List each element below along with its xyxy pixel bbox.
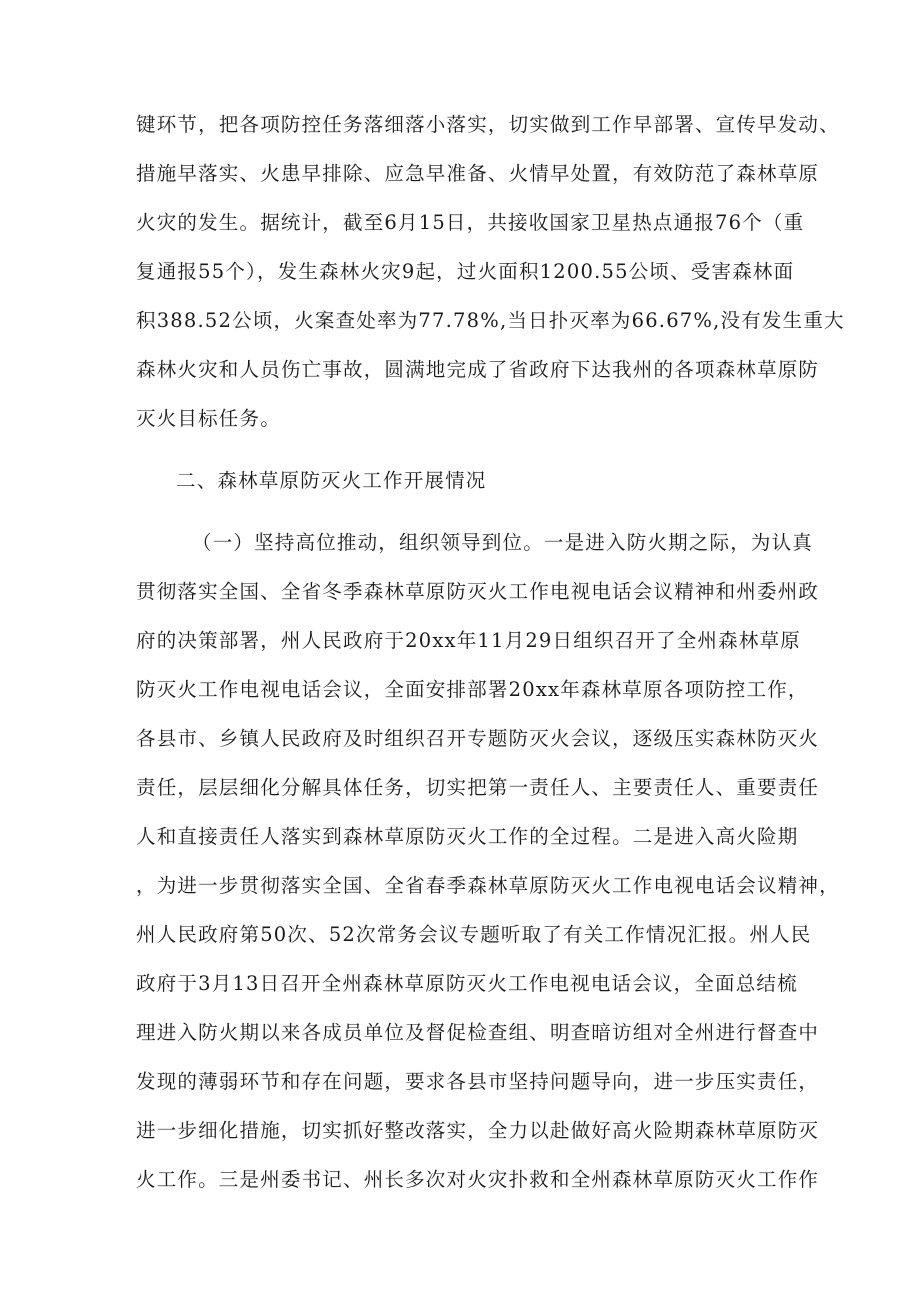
paragraph-line: 人和直接责任人落实到森林草原防灭火工作的全过程。二是进入高火险期 bbox=[136, 825, 799, 848]
paragraph-line: 火灾的发生。据统计，截至6月15日，共接收国家卫星热点通报76个（重 bbox=[136, 211, 805, 234]
paragraph-line: ，为进一步贯彻落实全国、全省春季森林草原防灭火工作电视电话会议精神， bbox=[136, 874, 840, 897]
section-heading: 二、森林草原防灭火工作开展情况 bbox=[176, 469, 487, 492]
paragraph-line: 贯彻落实全国、全省冬季森林草原防灭火工作电视电话会议精神和州委州政 bbox=[136, 580, 820, 603]
paragraph-line: 府的决策部署，州人民政府于20xx年11月29日组织召开了全州森林草原 bbox=[136, 629, 801, 652]
paragraph-line: 防灭火工作电视电话会议，全面安排部署20xx年森林草原各项防控工作， bbox=[136, 678, 809, 701]
paragraph-line: 发现的薄弱环节和存在问题，要求各县市坚持问题导向，进一步压实责任， bbox=[136, 1070, 820, 1093]
paragraph-line: 州人民政府第50次、52次常务会议专题听取了有关工作情况汇报。州人民 bbox=[136, 923, 812, 946]
paragraph-line: 责任，层层细化分解具体任务，切实把第一责任人、主要责任人、重要责任 bbox=[136, 776, 820, 799]
paragraph-line: 各县市、乡镇人民政府及时组织召开专题防灭火会议，逐级压实森林防灭火 bbox=[136, 727, 820, 750]
paragraph-line: 进一步细化措施，切实抓好整改落实，全力以赴做好高火险期森林草原防灭 bbox=[136, 1119, 820, 1142]
paragraph-line: 灭火目标任务。 bbox=[136, 407, 281, 430]
paragraph-line: 理进入防火期以来各成员单位及督促检查组、明查暗访组对全州进行督查中 bbox=[136, 1021, 820, 1044]
paragraph-line: 键环节，把各项防控任务落细落小落实，切实做到工作早部署、宣传早发动、 bbox=[136, 113, 840, 136]
paragraph-line: 火工作。三是州委书记、州长多次对火灾扑救和全州森林草原防灭火工作作 bbox=[136, 1168, 820, 1191]
paragraph-line: （一）坚持高位推动，组织领导到位。一是进入防火期之际，为认真 bbox=[192, 531, 814, 554]
paragraph-line: 措施早落实、火患早排除、应急早准备、火情早处置，有效防范了森林草原 bbox=[136, 162, 820, 185]
paragraph-line: 复通报55个），发生森林火灾9起，过火面积1200.55公顷、受害森林面 bbox=[136, 260, 795, 283]
paragraph-line: 政府于3月13日召开全州森林草原防灭火工作电视电话会议，全面总结梳 bbox=[136, 972, 798, 995]
paragraph-line: 森林火灾和人员伤亡事故，圆满地完成了省政府下达我州的各项森林草原防 bbox=[136, 358, 820, 381]
paragraph-line: 积388.52公顷，火案查处率为77.78%,当日扑灭率为66.67%,没有发生重大 bbox=[136, 309, 845, 332]
